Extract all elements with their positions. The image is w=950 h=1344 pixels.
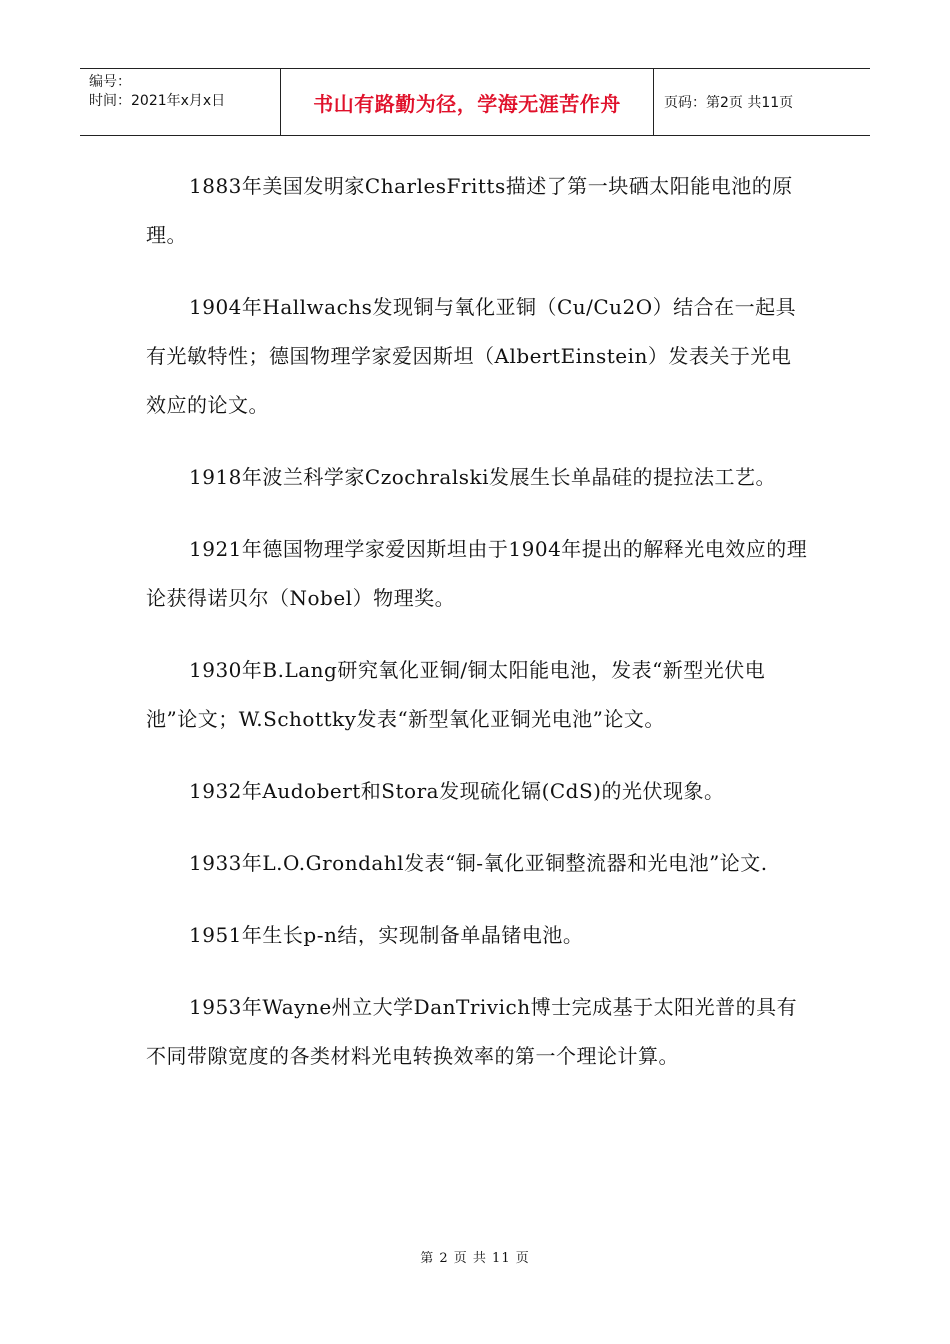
header-motto: 书山有路勤为径，学海无涯苦作舟 — [281, 69, 654, 135]
paragraph-1932: 1932年Audobert和Stora发现硫化镉(CdS)的光伏现象。 — [189, 779, 725, 803]
paragraph-1930: 1930年B.Lang研究氧化亚铜/铜太阳能电池，发表“新型光伏电池”论文；W.Schottky发表“新型氧化亚铜光电池”论文。 — [146, 658, 766, 731]
header-meta-cell — [80, 69, 281, 135]
paragraph-1921: 1921年德国物理学家爱因斯坦由于1904年提出的解释光电效应的理论获得诺贝尔（Nobel）物理奖。 — [146, 537, 808, 610]
page-footer: 第 2 页 共 11 页 — [420, 1251, 530, 1266]
paragraph-1951: 1951年生长p-n结，实现制备单晶锗电池。 — [189, 923, 584, 947]
document-number-label: 编号： — [89, 74, 131, 90]
paragraph-1904: 1904年Hallwachs发现铜与氧化亚铜（Cu/Cu2O）结合在一起具有光敏特性；德国物理学家爱因斯坦（AlbertEinstein）发表关于光电效应的论文。 — [146, 295, 797, 417]
paragraph-1883: 1883年美国发明家CharlesFritts描述了第一块硒太阳能电池的原理。 — [146, 174, 793, 247]
document-header — [80, 68, 870, 136]
paragraph-1918: 1918年波兰科学家Czochralski发展生长单晶硅的提拉法工艺。 — [189, 465, 777, 489]
document-body — [146, 162, 811, 1104]
paragraph-1953: 1953年Wayne州立大学DanTrivich博士完成基于太阳光普的具有不同带隙宽度的各类材料光电转换效率的第一个理论计算。 — [146, 995, 798, 1068]
header-page-info: 页码：第2页 共11页 — [664, 95, 794, 111]
document-time-label: 时间：2021年x月x日 — [89, 93, 226, 109]
paragraph-1933: 1933年L.O.Grondahl发表“铜-氧化亚铜整流器和光电池”论文. — [189, 851, 768, 875]
